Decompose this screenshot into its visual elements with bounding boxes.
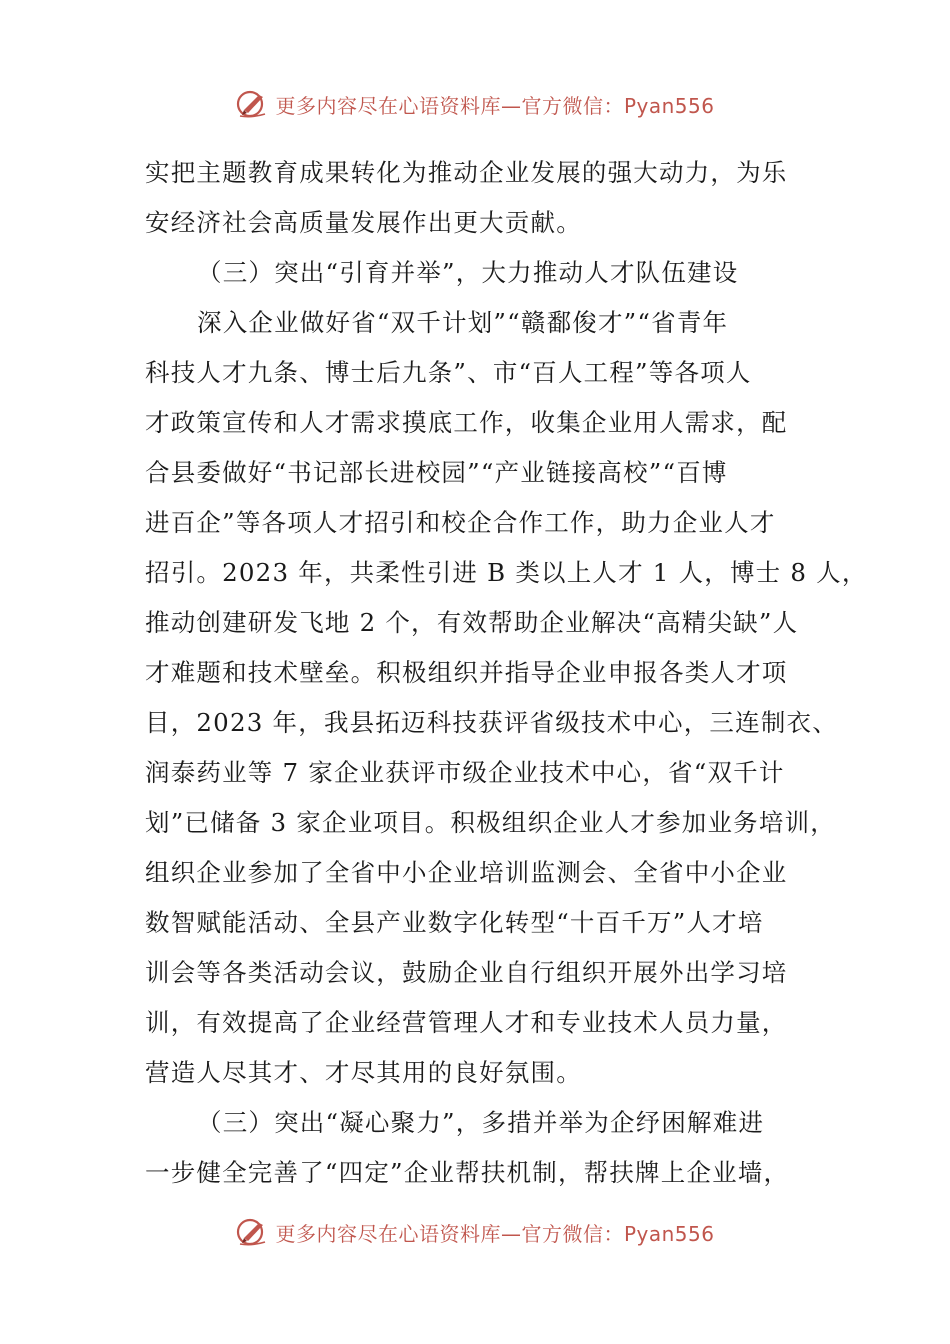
text-line: 安经济社会高质量发展作出更大贡献。 xyxy=(145,208,582,237)
pen-logo-icon xyxy=(235,87,269,121)
text-line: 才难题和技术壁垒。积极组织并指导企业申报各类人才项 xyxy=(145,658,788,687)
section-heading: （三）突出“凝心聚力”，多措并举为企纾困解难进 xyxy=(197,1108,765,1137)
text-line: 科技人才九条、博士后九条”、市“百人工程”等各项人 xyxy=(145,358,752,387)
section-heading: （三）突出“引育并举”，大力推动人才队伍建设 xyxy=(197,258,739,287)
text-line: 训会等各类活动会议，鼓励企业自行组织开展外出学习培 xyxy=(145,958,788,987)
footer-watermark xyxy=(0,1212,950,1252)
document-body xyxy=(145,148,868,1198)
watermark-text: 更多内容尽在心语资料库—官方微信：Pyan556 xyxy=(275,1221,715,1246)
text-line: 润泰药业等 7 家企业获评市级企业技术中心，省“双千计 xyxy=(145,758,785,787)
text-line: 实把主题教育成果转化为推动企业发展的强大动力，为乐 xyxy=(145,158,788,187)
text-line: 划”已储备 3 家企业项目。积极组织企业人才参加业务培训， xyxy=(145,808,836,837)
text-line: 数智赋能活动、全县产业数字化转型“十百千万”人才培 xyxy=(145,908,764,937)
text-line: 组织企业参加了全省中小企业培训监测会、全省中小企业 xyxy=(145,858,788,887)
watermark-text: 更多内容尽在心语资料库—官方微信：Pyan556 xyxy=(275,93,715,118)
text-line: 才政策宣传和人才需求摸底工作，收集企业用人需求，配 xyxy=(145,408,788,437)
text-line: 目，2023 年，我县拓迈科技获评省级技术中心，三连制衣、 xyxy=(145,708,838,737)
text-line: 深入企业做好省“双千计划”“赣鄱俊才”“省青年 xyxy=(197,308,729,337)
text-line: 合县委做好“书记部长进校园”“产业链接高校”“百博 xyxy=(145,458,728,487)
text-line: 训，有效提高了企业经营管理人才和专业技术人员力量， xyxy=(145,1008,788,1037)
text-line: 进百企”等各项人才招引和校企合作工作，助力企业人才 xyxy=(145,508,776,537)
pen-logo-icon xyxy=(235,1215,269,1249)
text-line: 一步健全完善了“四定”企业帮扶机制，帮扶牌上企业墙， xyxy=(145,1158,790,1187)
text-line: 推动创建研发飞地 2 个，有效帮助企业解决“高精尖缺”人 xyxy=(145,608,799,637)
header-watermark xyxy=(0,84,950,124)
text-line: 营造人尽其才、才尽其用的良好氛围。 xyxy=(145,1058,582,1087)
text-line: 招引。2023 年，共柔性引进 B 类以上人才 1 人，博士 8 人， xyxy=(145,558,868,587)
